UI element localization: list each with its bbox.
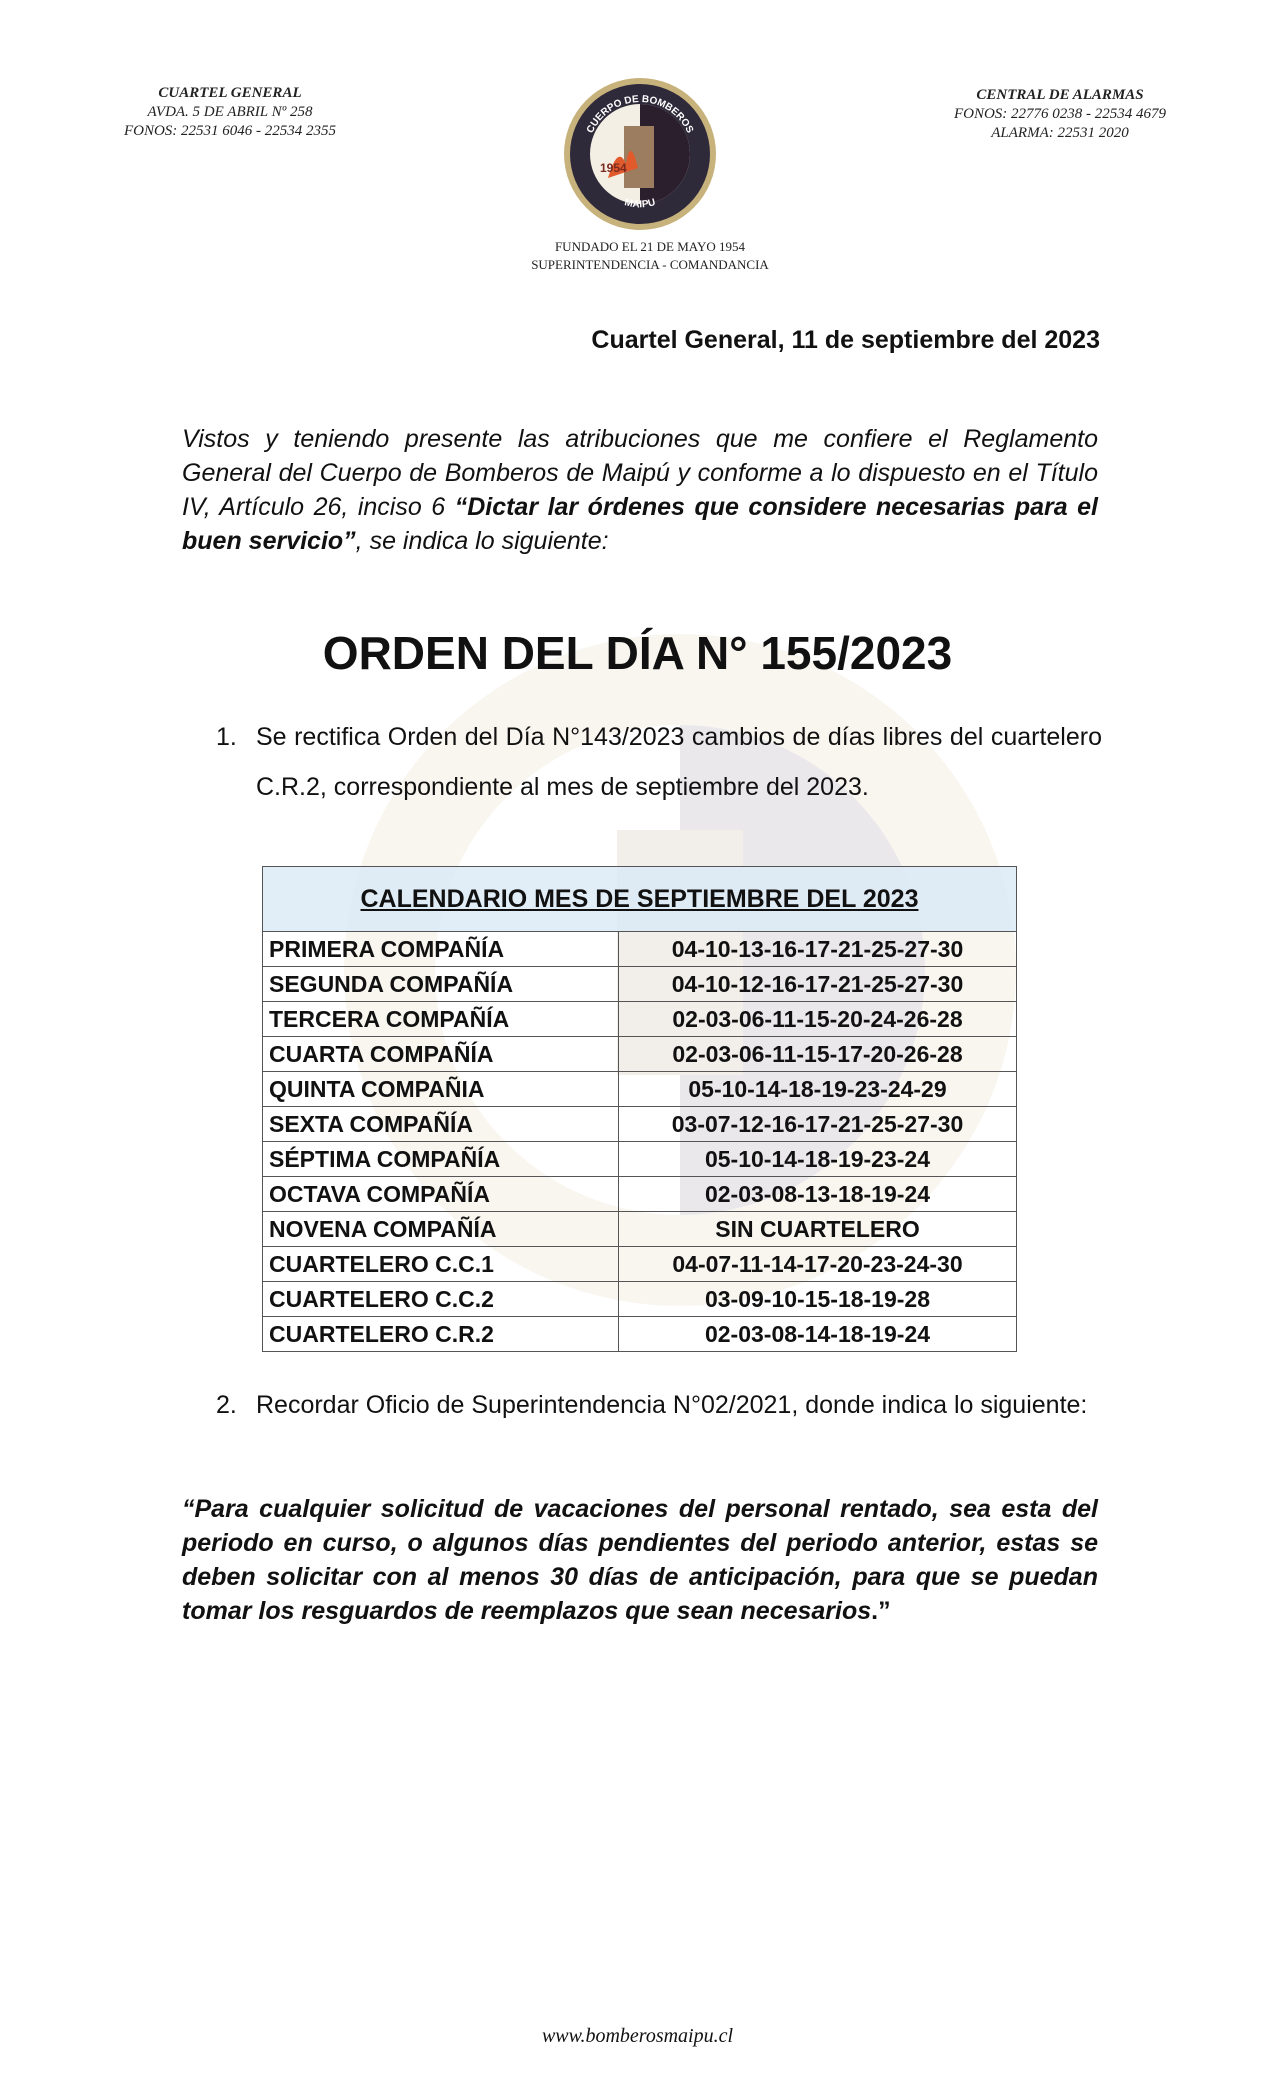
list-item-number: 2.	[216, 1391, 237, 1419]
company-name: CUARTELERO C.C.2	[263, 1282, 619, 1317]
company-name: CUARTELERO C.R.2	[263, 1317, 619, 1352]
header-left-address: AVDA. 5 DE ABRIL Nº 258	[147, 104, 313, 120]
days-off: 02-03-06-11-15-20-24-26-28	[619, 1002, 1017, 1037]
footer-website[interactable]: www.bomberosmaipu.cl	[541, 2025, 734, 2047]
logo-year: 1954	[600, 161, 627, 175]
days-off: 03-07-12-16-17-21-25-27-30	[619, 1107, 1017, 1142]
company-name: QUINTA COMPAÑIA	[263, 1072, 619, 1107]
table-row	[263, 1177, 1017, 1212]
company-name: TERCERA COMPAÑÍA	[263, 1002, 619, 1037]
document-title: ORDEN DEL DÍA N° 155/2023	[322, 627, 953, 679]
table-row	[263, 967, 1017, 1002]
company-name: CUARTA COMPAÑÍA	[263, 1037, 619, 1072]
table-row	[263, 1037, 1017, 1072]
company-name: PRIMERA COMPAÑÍA	[263, 932, 619, 967]
days-off: 02-03-06-11-15-17-20-26-28	[619, 1037, 1017, 1072]
logo-bottom-text: MAIPU	[623, 197, 657, 211]
table-row	[263, 1142, 1017, 1177]
company-name: SÉPTIMA COMPAÑÍA	[263, 1142, 619, 1177]
quote-closing: .”	[871, 1597, 891, 1625]
founded-block	[500, 238, 800, 274]
intro-text-bold: “Dictar lar órdenes que considere necesarias para el buen servicio”	[182, 493, 1098, 555]
table-row	[263, 1107, 1017, 1142]
table-row	[263, 1247, 1017, 1282]
company-name: SEXTA COMPAÑÍA	[263, 1107, 619, 1142]
days-off: 04-10-12-16-17-21-25-27-30	[619, 967, 1017, 1002]
header-right-block	[930, 86, 1190, 143]
intro-paragraph	[182, 422, 1098, 558]
table-row	[263, 1317, 1017, 1352]
days-off: 04-07-11-14-17-20-23-24-30	[619, 1247, 1017, 1282]
quote-text: “Para cualquier solicitud de vacaciones del personal rentado, sea esta del periodo en curso, o algunos días pendientes del periodo anterior, estas se deben solicitar con al menos 30 días de anticipación, para que se puedan tomar los resguardos de reemplazos que sean necesarios	[182, 1495, 1098, 1625]
header-left-title: CUARTEL GENERAL	[158, 85, 302, 101]
table-row	[263, 1072, 1017, 1107]
founded-text: FUNDADO EL 21 DE MAYO 1954	[554, 239, 746, 254]
list-item-text: Recordar Oficio de Superintendencia N°02/2021, donde indica lo siguiente:	[256, 1391, 1088, 1419]
days-off: 03-09-10-15-18-19-28	[619, 1282, 1017, 1317]
list-item-2	[216, 1380, 1102, 1430]
days-off: 05-10-14-18-19-23-24	[619, 1142, 1017, 1177]
company-name: OCTAVA COMPAÑÍA	[263, 1177, 619, 1212]
days-off: 02-03-08-13-18-19-24	[619, 1177, 1017, 1212]
calendar-table	[262, 866, 1017, 1352]
company-name: SEGUNDA COMPAÑÍA	[263, 967, 619, 1002]
intro-text-before: Vistos y teniendo presente las atribuciones que me confiere el Reglamento General del Cuerpo de Bomberos de Maipú y conforme a lo dispuesto en el Título IV, Artículo 26, inciso 6	[182, 425, 1098, 521]
company-name: NOVENA COMPAÑÍA	[263, 1212, 619, 1247]
list-item-number: 1.	[216, 723, 237, 751]
table-row	[263, 1212, 1017, 1247]
header-right-phones: FONOS: 22776 0238 - 22534 4679	[953, 106, 1167, 122]
days-off: SIN CUARTELERO	[619, 1212, 1017, 1247]
days-off: 02-03-08-14-18-19-24	[619, 1317, 1017, 1352]
table-row	[263, 1002, 1017, 1037]
days-off: 05-10-14-18-19-23-24-29	[619, 1072, 1017, 1107]
date-line: Cuartel General, 11 de septiembre del 2023	[591, 326, 1100, 354]
calendar-header: CALENDARIO MES DE SEPTIEMBRE DEL 2023	[263, 867, 1017, 932]
intro-text-after: , se indica lo siguiente:	[355, 527, 609, 555]
list-item-text: Se rectifica Orden del Día N°143/2023 cambios de días libres del cuartelero C.R.2, correspondiente al mes de septiembre del 2023.	[256, 723, 1102, 801]
header-right-alarm: ALARMA: 22531 2020	[991, 125, 1129, 141]
department-text: SUPERINTENDENCIA - COMANDANCIA	[531, 257, 769, 272]
fire-department-logo	[560, 74, 720, 234]
company-name: CUARTELERO C.C.1	[263, 1247, 619, 1282]
list-item-1	[216, 712, 1102, 812]
quote-paragraph	[182, 1492, 1098, 1628]
header-left-phones: FONOS: 22531 6046 - 22534 2355	[123, 123, 337, 139]
logo-top-text: CUERPO DE BOMBEROS	[584, 93, 696, 135]
days-off: 04-10-13-16-17-21-25-27-30	[619, 932, 1017, 967]
header-right-title: CENTRAL DE ALARMAS	[976, 87, 1144, 103]
table-row	[263, 932, 1017, 967]
header-left-block	[100, 84, 360, 141]
table-row	[263, 1282, 1017, 1317]
